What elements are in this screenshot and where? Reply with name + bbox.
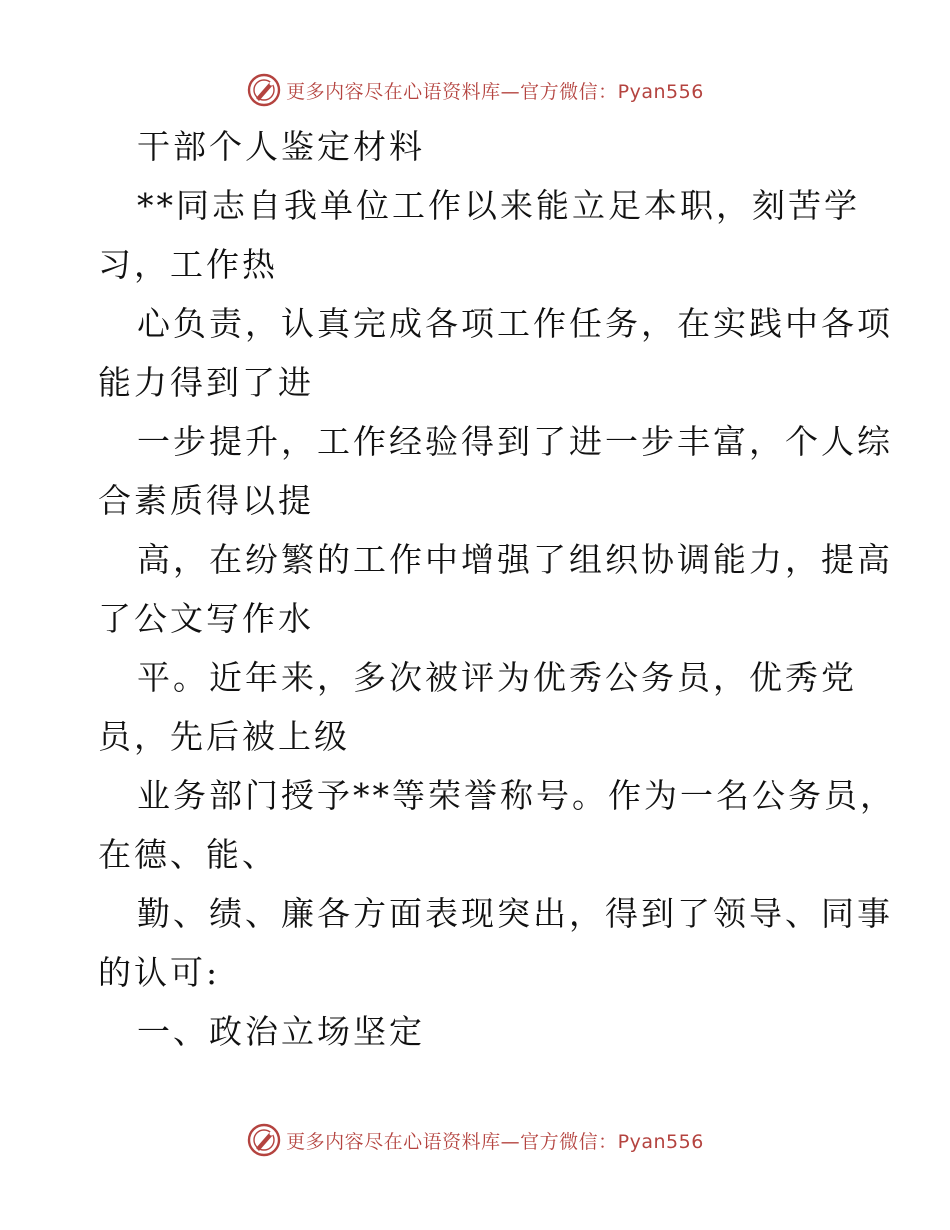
- paragraph-line: 能力得到了进: [98, 363, 314, 402]
- footer-watermark-banner: [0, 1120, 950, 1160]
- paragraph-line: 习，工作热: [98, 245, 278, 284]
- paragraph-line: 勤、绩、廉各方面表现突出，得到了领导、同事: [137, 894, 893, 933]
- watermark-site: 更多内容尽在心语资料库: [286, 80, 501, 103]
- paragraph-line: 了公文写作水: [98, 599, 314, 638]
- watermark-text: [286, 1127, 704, 1154]
- watermark-separator: —: [500, 1130, 521, 1153]
- paragraph-line: 心负责，认真完成各项工作任务，在实践中各项: [137, 304, 893, 343]
- watermark-wechat: 官方微信：Pyan556: [520, 1130, 704, 1153]
- paragraph-line: 一步提升，工作经验得到了进一步丰富，个人综: [137, 422, 893, 461]
- paragraph-line: 平。近年来，多次被评为优秀公务员，优秀党: [137, 658, 857, 697]
- paragraph-line: 高，在纷繁的工作中增强了组织协调能力，提高: [137, 540, 893, 579]
- section-heading: 一、政治立场坚定: [137, 1012, 425, 1051]
- document-title: 干部个人鉴定材料: [137, 127, 425, 166]
- paragraph-line: 业务部门授予**等荣誉称号。作为一名公务员，: [137, 776, 896, 815]
- paragraph-line: 的认可:: [98, 953, 221, 992]
- paragraph-line: 在德、能、: [98, 835, 278, 874]
- paragraph-line: 员，先后被上级: [98, 717, 350, 756]
- watermark-separator: —: [500, 80, 521, 103]
- paragraph-line: **同志自我单位工作以来能立足本职，刻苦学: [137, 186, 860, 225]
- pen-nib-logo-icon: [246, 1122, 282, 1158]
- watermark-site: 更多内容尽在心语资料库: [286, 1130, 501, 1153]
- watermark-wechat: 官方微信：Pyan556: [520, 80, 704, 103]
- paragraph-line: 合素质得以提: [98, 481, 314, 520]
